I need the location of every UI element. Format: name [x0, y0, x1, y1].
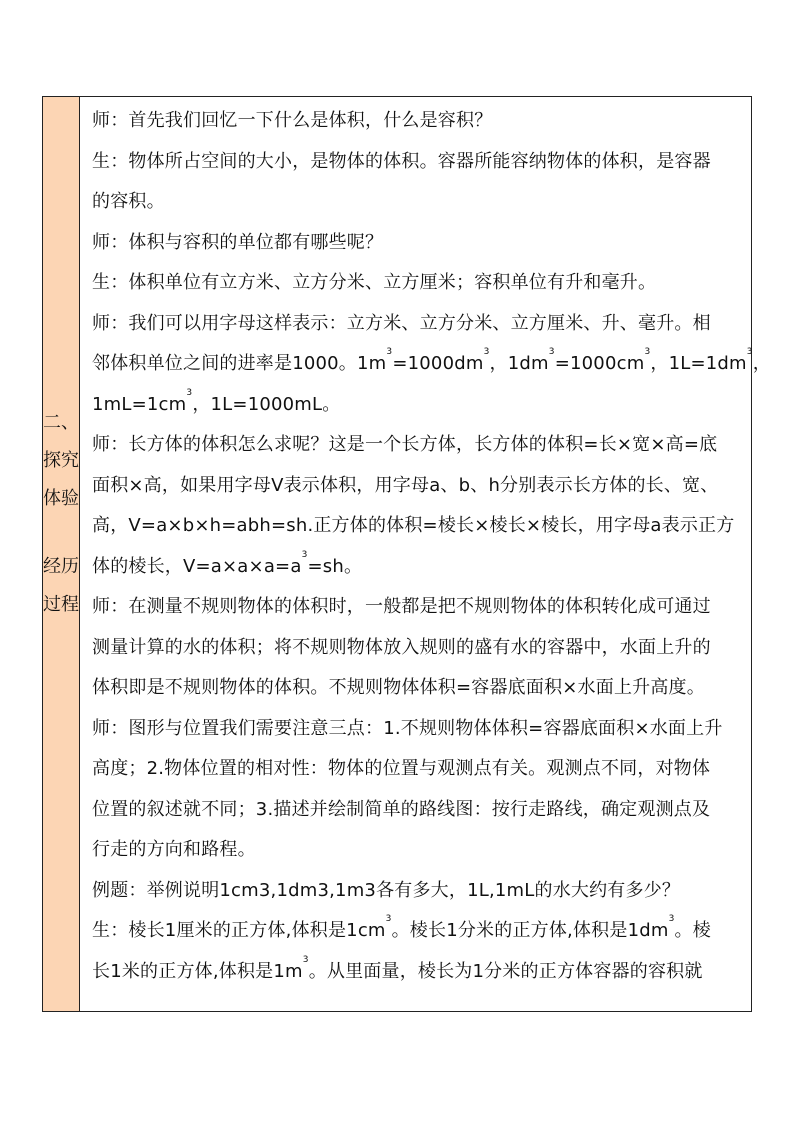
- text-line: 测量计算的水的体积；将不规则物体放入规则的盛有水的容器中，水面上升的: [92, 636, 711, 658]
- superscript: 3: [483, 347, 490, 357]
- text-run: ，1L=1000mL。: [192, 393, 341, 415]
- text-line: [92, 547, 771, 588]
- text-run: 。棱: [674, 920, 711, 941]
- text-line: 体积即是不规则物体的体积。不规则物体体积=容器底面积×水面上升高度。: [92, 677, 705, 698]
- text-line: [92, 344, 771, 385]
- section-label-line: 探究: [43, 450, 79, 471]
- text-run: 1mL=1cm: [92, 393, 187, 415]
- text-line: 位置的叙述就不同；3.描述并绘制简单的路线图：按行走路线，确定观测点及: [92, 798, 711, 820]
- text-line: 生：物体所占空间的大小，是物体的体积。容器所能容纳物体的体积，是容器: [92, 150, 711, 172]
- superscript: 3: [746, 347, 753, 357]
- section-label-line: 过程: [43, 594, 79, 615]
- content-cell: [80, 97, 777, 1011]
- text-line: 师：首先我们回忆一下什么是体积，什么是容积？: [92, 110, 493, 131]
- text-line: 的容积。: [92, 191, 165, 212]
- text-run: ，1dm: [489, 353, 549, 374]
- text-line: 师：图形与位置我们需要注意三点：1.不规则物体体积=容器底面积×水面上升: [92, 717, 723, 739]
- text-run: 。棱长1分米的正方体,体积是1dm: [391, 920, 669, 941]
- superscript: 3: [186, 387, 193, 398]
- superscript: 3: [668, 914, 675, 924]
- text-line: 师：长方体的体积怎么求呢？这是一个长方体，长方体的体积=长×宽×高=底: [92, 434, 718, 455]
- text-run: 体的棱长，V=a×a×a=a: [92, 555, 302, 577]
- section-label-cell: [43, 97, 80, 1011]
- superscript: 3: [385, 914, 392, 924]
- text-line: 生：体积单位有立方米、立方分米、立方厘米；容积单位有升和毫升。: [92, 272, 657, 293]
- text-line: 行走的方向和路程。: [92, 839, 256, 860]
- text-run: 生：棱长1厘米的正方体,体积是1cm: [92, 920, 386, 941]
- text-run: 长1米的正方体,体积是1m: [92, 960, 303, 982]
- text-line: 师：在测量不规则物体的体积时，一般都是把不规则物体的体积转化成可通过: [92, 596, 711, 617]
- text-line: [92, 385, 771, 426]
- section-label-line: 二、: [43, 412, 79, 433]
- text-run: 邻体积单位之间的进率是1000。1m: [92, 353, 387, 374]
- text-line: 师：我们可以用字母这样表示：立方米、立方分米、立方厘米、升、毫升。相: [92, 312, 711, 334]
- text-run: =1000dm: [392, 353, 484, 374]
- text-run: =1000cm: [554, 353, 645, 374]
- text-line: 面积×高，如果用字母V表示体积，用字母a、b、h分别表示长方体的长、宽、: [92, 474, 719, 496]
- text-line: 师：体积与容积的单位都有哪些呢？: [92, 231, 384, 253]
- text-line: 例题：举例说明1cm3,1dm3,1m3各有多大，1L,1mL的水大约有多少？: [92, 879, 681, 901]
- text-line: 高度；2.物体位置的相对性：物体的位置与观测点有关。观测点不同，对物体: [92, 758, 711, 779]
- text-run: =sh。: [307, 555, 363, 577]
- text-run: ，1L=1dm: [650, 353, 747, 374]
- text-line: [92, 911, 771, 952]
- text-run: ，: [752, 353, 771, 374]
- superscript: 3: [644, 347, 651, 357]
- text-line: [92, 952, 771, 993]
- text-line: 高，V=a×b×h=abh=sh.正方体的体积=棱长×棱长×棱长，用字母a表示正方: [92, 515, 735, 536]
- superscript: 3: [386, 347, 393, 357]
- superscript: 3: [548, 347, 555, 357]
- text-run: 。从里面量，棱长为1分米的正方体容器的容积就: [308, 960, 703, 982]
- lesson-table: [42, 96, 771, 1012]
- section-label-line: 经历: [43, 556, 79, 577]
- superscript: 3: [301, 549, 308, 560]
- superscript: 3: [302, 954, 309, 965]
- section-label-line: 体验: [43, 488, 79, 509]
